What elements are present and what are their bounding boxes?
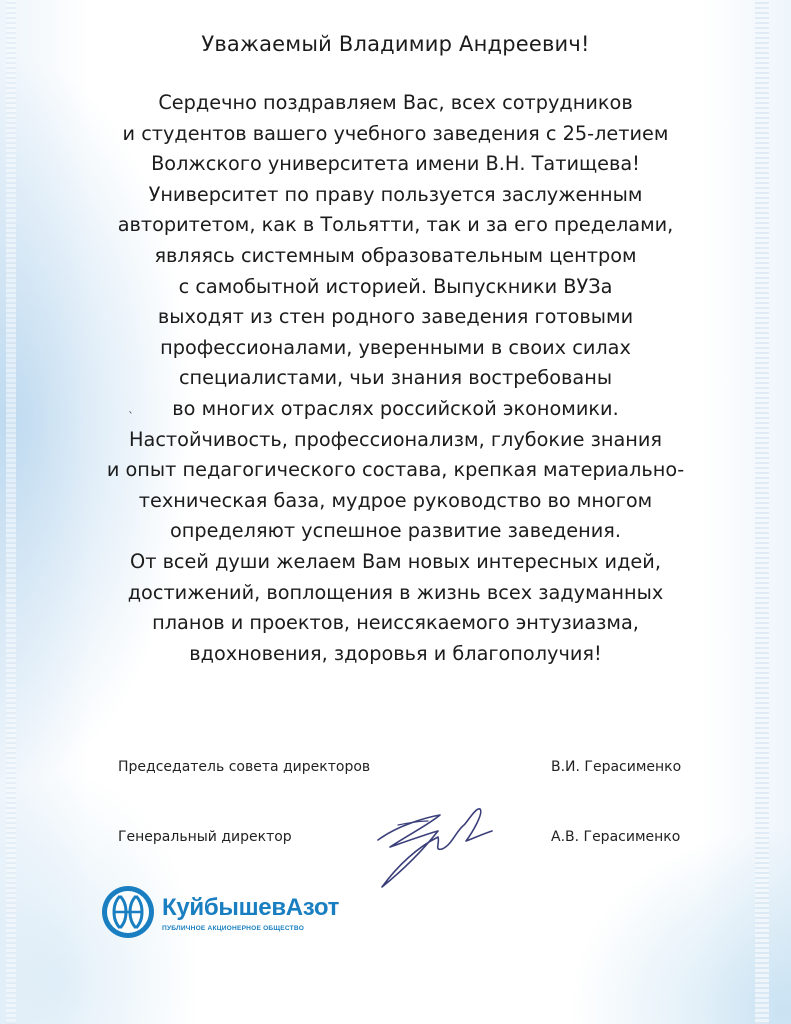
signatory-position-2: Генеральный директор [118, 829, 292, 845]
body-line: определяют успешное развитие заведения. [169, 519, 622, 543]
body-line: От всей души желаем Вам новых интересных идей, [130, 549, 661, 573]
body-line: авторитетом, как в Тольятти, так и за его пределами, [117, 213, 674, 237]
signatory-name-1: В.И. Герасименко [551, 759, 682, 775]
body-line: профессионалами, уверенными в своих силах [160, 335, 631, 359]
body-line: и студентов вашего учебного заведения с 25-летием [122, 121, 669, 145]
company-subtitle: ПУБЛИЧНОЕ АКЦИОНЕРНОЕ ОБЩЕСТВО [162, 925, 305, 932]
body-line: выходят из стен родного заведения готовыми [157, 305, 634, 329]
body-line: техническая база, мудрое руководство во многом [138, 488, 653, 512]
decorative-border-left [6, 0, 16, 1024]
handwritten-signature [368, 795, 498, 895]
body-line: Университет по праву пользуется заслуженным [148, 182, 643, 206]
body-line: Настойчивость, профессионализм, глубокие знания [129, 427, 662, 451]
body-line: и опыт педагогического состава, крепкая материально- [106, 458, 685, 482]
company-name: КуйбышевАзот [162, 894, 340, 921]
signatory-name-2: А.В. Герасименко [551, 829, 681, 845]
body-line: Волжского университета имени В.Н. Татищева! [151, 152, 640, 176]
body-line: с самобытной историей. Выпускники ВУЗа [178, 274, 613, 298]
body-line: достижений, воплощения в жизнь всех задуманных [127, 580, 664, 604]
body-line: являясь системным образовательным центром [154, 243, 637, 267]
body-line: специалистами, чьи знания востребованы [178, 366, 613, 390]
greeting-heading: Уважаемый Владимир Андреевич! [201, 32, 590, 56]
body-line: вдохновения, здоровья и благополучия! [189, 641, 602, 665]
signatory-position-1: Председатель совета директоров [118, 759, 371, 775]
company-logo [100, 884, 380, 944]
body-line: во многих отраслях российской экономики. [172, 396, 619, 420]
body-line: планов и проектов, неиссякаемого энтузиазма, [152, 611, 639, 635]
body-line: Сердечно поздравляем Вас, всех сотрудников [158, 91, 633, 114]
company-emblem-icon [100, 884, 156, 940]
stray-mark: ` [128, 410, 134, 424]
letter-body [60, 88, 731, 669]
decorative-border-right [755, 0, 769, 1024]
